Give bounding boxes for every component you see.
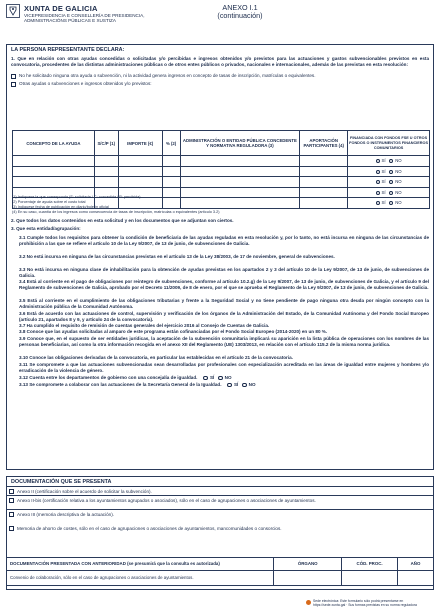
scp-cell[interactable] [94,156,118,167]
fse-yes-label: SÍ [381,189,386,195]
col-fse-funding: FINANCIADA CON FONDOS FSE U OTROS FONDOS O INSTRUMENTOS FINANCIEROS COMUNITARIOS [348,131,430,156]
fse-no-label: NO [395,189,402,195]
fse-funding-cell [348,156,430,167]
fse-funding-cell [348,177,430,188]
subitem-text: 3.4 Está al corriente en el pago de obligaciones por reintegro de subvenciones, conforme al artículo 10.2.g) de la Ley 9/2007, de 13 de junio, de subvenciones de Galicia, y el artículo 9 del Reglamento de subvenciones de Galicia, aprobado por el Decreto 11/2009, de 8 de enero, por el que se aprueba el Reglamento de la Ley 9/2007, de 13 de junio, de subvenciones de Galicia. [19,279,429,290]
no-other-aid-checkbox[interactable] [11,74,16,79]
col-proc-code: CÓD. PROC. [342,558,398,571]
subitem-13 [19,382,429,388]
scp-cell[interactable] [94,177,118,188]
no-radio[interactable] [218,376,223,381]
fse-no-radio[interactable] [389,180,393,184]
subitem-text: 3.9 Conoce que, en el supuesto de ser entidades jurídicas, la aceptación de la subvención comunitaria implicará su aparición en la lista pública de operaciones con los nombres de las personas beneficiarias, así como la otra información recogida en el anexo XII del Reglamento (UE) 1303/2013, en relación con el artículo 115.2 de la misma norma jurídica. [19,336,429,347]
doc-row-annex-ii [6,486,434,495]
doc-checkbox[interactable] [9,512,14,517]
fse-yes-radio[interactable] [376,201,380,205]
year-cell[interactable] [398,571,434,586]
subitem-1 [19,235,429,246]
contribution-cell[interactable] [300,156,348,167]
subitem-text: 3.3 No está incursa en ninguna clase de inhabilitación para la obtención de ayudas previstas en los apartados 2 y 3 del artículo 10 de la Ley 9/2007, de 13 de junio, de subvenciones de Galicia. [19,267,429,278]
percent-cell[interactable] [162,177,180,188]
table-row [7,571,434,586]
fse-no-radio[interactable] [389,170,393,174]
col-scp: S/C/P (1) [94,131,118,156]
footnote-4: (4) En su caso, cuantía de los ingresos como consecuencia de tasas de inscripción, matrículas o equivalentes (artículo 3.2) [12,210,220,214]
amount-cell[interactable] [118,166,162,177]
contribution-cell[interactable] [300,187,348,198]
subitem-text: 3.10 Conoce las obligaciones derivadas de la convocatoria, en particular las establecidas en el artículo 21 de la convocatoria. [19,355,293,360]
subitem-2 [19,254,429,260]
scp-cell[interactable] [94,166,118,177]
declaration-item-2: 2. Que todos los datos contenidos en esta solicitud y en los documentos que se adjuntan son ciertos. [11,218,234,223]
percent-cell[interactable] [162,156,180,167]
other-aid-label: Otras ayudas o subvenciones e ingresos obtenidos y/o previstos: [19,81,152,86]
col-concept: CONCEPTO DE LA AYUDA [13,131,95,156]
doc-row-savings-memo [6,520,434,534]
other-aid-checkbox[interactable] [11,82,16,87]
subitem-text: 3.6 Está de acuerdo con las actuaciones de control, supervisión y verificación de los órganos de la Administración del Estado, de la Comunidad Autónoma y del Fondo Social Europeo (artículo 21, apartados 8 y 9, y artículo 24 de la convocatoria). [19,311,429,322]
table-row [13,177,430,188]
subitem-11 [19,362,429,373]
table-header-row [7,558,434,571]
contribution-cell[interactable] [300,198,348,209]
yes-label: SÍ [209,375,215,380]
footnote-1: (1) Indíquese la que corresponda (S: solicitada / C: concedida / P: percibida) [12,195,141,199]
documentation-title: DOCUMENTACIÓN QUE SE PRESENTA [11,479,112,485]
subitem-8 [19,329,429,335]
item-text: Que en relación con otras ayudas concedidas o solicitadas y/o percibidas e ingresos obtenidos y/o previstos para las actuaciones y gastos subvencionables previstos en esta convocatoria, procedentes de las distintas administraciones públicas o de otros entes públicos o privados, nacionales e internacionales, además de las previstas en esta resolución: [11,56,430,67]
subitem-10 [19,355,429,361]
administration-cell[interactable] [180,156,300,167]
no-radio[interactable] [242,383,247,388]
fse-funding-cell [348,198,430,209]
subitem-7 [19,323,429,329]
subitem-5 [19,298,429,309]
organ-cell[interactable] [274,571,342,586]
subitem-4 [19,279,429,290]
fse-no-label: NO [395,168,402,174]
percent-cell[interactable] [162,166,180,177]
sede-logo-icon [306,600,311,605]
previous-docs-header: DOCUMENTACIÓN PRESENTADA CON ANTERIORIDAD (se presumirá que la consulta es autorizada) [7,558,274,571]
doc-label: Anexo II-bis (certificación relativa a los ayuntamientos agrupados o asociados), sólo en el caso de agrupaciones o asociaciones de ayuntamientos. [17,497,316,503]
footnote-3: (3) Indíquese fecha de publicación en diario/boletín oficial [12,205,109,209]
fse-no-radio[interactable] [389,201,393,205]
fse-yes-label: SÍ [381,200,386,206]
org-subtitle-line2: ADMINISTRACIÓNS PÚBLICAS E XUSTIZA [24,18,116,24]
agreement-row-label: Convenio de colaboración, sólo en el caso de agrupaciones o asociaciones de ayuntamientos. [7,571,274,586]
table-row [13,166,430,177]
subitem-text: 3.2 No está incursa en ninguna de las circunstancias previstas en el artículo 13 de la Ley 38/2003, de 17 de noviembre, general de subvenciones. [19,254,335,259]
footer-note [313,599,437,607]
no-label: NO [224,375,232,380]
fse-yes-label: SÍ [381,168,386,174]
subitem-6 [19,311,429,322]
fse-no-label: NO [395,200,402,206]
org-subtitle-line1: VICEPRESIDENCIA E CONSELLERÍA DE PRESIDENCIA, [24,13,145,18]
administration-cell[interactable] [180,177,300,188]
doc-label: Anexo II (certificación sobre el acuerdo de solicitar la subvención). [17,488,152,494]
yes-radio[interactable] [203,376,208,381]
subitem-text: 3.11 Se compromete a que las actuaciones subvencionadas sean desarrolladas por profesionales con especialización acreditada en las áreas de igualdad entre mujeres y hombres y/o erradicación de la violencia de género. [19,362,429,373]
doc-checkbox[interactable] [9,498,14,503]
contribution-cell[interactable] [300,166,348,177]
doc-row-annex-iii [6,509,434,518]
annex-heading [195,4,285,21]
col-amount: IMPORTE (€) [118,131,162,156]
no-other-aid-label: No he solicitado ninguna otra ayuda o subvención, ni la actividad genera ingresos en concepto de tasas de inscripción, matrículas o equivalentes. [19,73,316,78]
col-organ: ÓRGANO [274,558,342,571]
yes-radio[interactable] [227,383,232,388]
fse-yes-radio[interactable] [376,191,380,195]
org-name: XUNTA DE GALICIA [24,4,98,13]
doc-checkbox[interactable] [9,526,14,531]
subitem-12 [19,375,429,381]
annex-subtitle: (continuación) [217,11,263,21]
yes-label: SÍ [233,382,239,387]
subitem-text: 3.5 Está al corriente en el cumplimiento de las obligaciones tributarias y frente a la Seguridad Social y no tiene pendiente de pago ninguna otra deuda por ningún concepto con la Administración pública de la Comunidad Autónoma. [19,298,429,309]
subitem-text: 3.12 Cuenta entre los departamentos de gobierno con una concejalía de igualdad. [19,375,198,380]
declaration-item-1 [11,56,429,67]
fse-yes-radio[interactable] [376,170,380,174]
fse-no-radio[interactable] [389,159,393,163]
fse-yes-label: SÍ [381,179,386,185]
subitem-text: 3.7 Ha cumplido el requisito de remisión de cuentas generales del ejercicio 2016 al Consejo de Cuentas de Galicia. [19,323,270,328]
concept-cell[interactable] [13,166,95,177]
subitem-9 [19,336,429,347]
doc-checkbox[interactable] [9,489,14,494]
footer-line2: https://sede.xunta.gal · Sus formas previstas en su norma reguladora [313,603,417,607]
yes-no-choice [203,375,231,380]
xunta-logo-icon [6,4,20,18]
table-row [13,156,430,167]
fse-no-label: NO [395,158,402,164]
section-title: LA PERSONA REPRESENTANTE DECLARA: [11,47,125,53]
concept-cell[interactable] [13,156,95,167]
amount-cell[interactable] [118,177,162,188]
proc-code-cell[interactable] [342,571,398,586]
declaration-item-3: 3. Que esta entidad/agrupación: [11,226,81,231]
yes-no-choice [227,382,255,387]
fse-yes-label: SÍ [381,158,386,164]
org-subtitle [24,13,145,24]
fse-no-radio[interactable] [389,191,393,195]
footnote-2: (2) Porcentaje de ayuda sobre el costo total [12,200,86,204]
subitem-text: 3.13 Se compromete a colaborar con las actuaciones de la Secretaría General de la Igualdad. [19,382,222,387]
subitem-text: 3.1 Cumple todos los requisitos para obtener la condición de beneficiaria de las ayudas reguladas en esta resolución y, por lo tanto, no está incursa en ninguna de las circunstancias de prohibición a las que se refiere el artículo 10 de la Ley 9/2007, de 13 de junio, de subvenciones de Galicia. [19,235,429,246]
previous-documentation-table [6,557,434,586]
table-header-row [13,131,430,156]
amount-cell[interactable] [118,156,162,167]
fse-yes-radio[interactable] [376,180,380,184]
annex-title: ANEXO I.1 [222,3,258,12]
doc-label: Memoria de ahorro de costes, sólo en el caso de agrupaciones o asociaciones de ayuntamientos, mancomunidades o consorcios. [17,525,282,531]
fse-no-label: NO [395,179,402,185]
contribution-cell[interactable] [300,177,348,188]
col-contribution: APORTACIÓN PARTICIPANTES (4) [300,131,348,156]
footer-line1: Sede electrónica: Este formulario sólo podrá presentarse en [313,599,404,603]
col-administration: ADMINISTRACIÓN O ENTIDAD PÚBLICA CONCEDENTE Y NORMATIVA REGULADORA (3) [180,131,300,156]
col-percent: % (2) [162,131,180,156]
doc-row-annex-ii-bis [6,495,434,509]
footnotes [12,195,219,215]
col-year: AÑO [398,558,434,571]
concept-cell[interactable] [13,177,95,188]
item-number: 1. [11,56,15,61]
administration-cell[interactable] [180,166,300,177]
fse-yes-radio[interactable] [376,159,380,163]
subitem-text: 3.8 Conoce que las ayudas solicitadas al amparo de este programa están cofinanciadas por el Fondo Social Europeo (2014-2020) en un 80 %. [19,329,328,334]
fse-funding-cell [348,187,430,198]
doc-label: Anexo III (memoria descriptiva de la actuación). [17,511,115,517]
subitem-3 [19,267,429,278]
fse-funding-cell [348,166,430,177]
no-label: NO [248,382,256,387]
